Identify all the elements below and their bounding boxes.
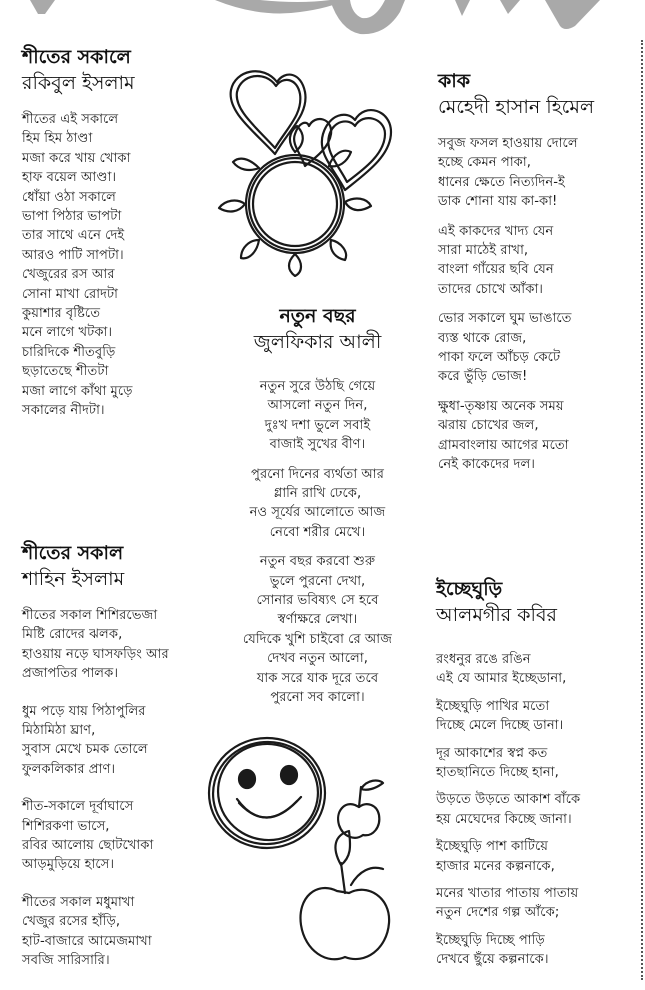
poem-line: ছড়াতেছে শীতটা (22, 364, 109, 380)
poem-line: শিশিরকণা ভাসে, (22, 818, 110, 834)
poem-line: চারিদিকে শীতবুড়ি (22, 344, 116, 360)
poem-line: করে ভুঁড়ি ভোজ! (438, 369, 528, 385)
poem-line: কুয়াশার বৃষ্টিতে (22, 306, 101, 322)
stanza (438, 397, 638, 475)
poem-line: মজা করে খায় খোকা (22, 150, 131, 166)
poem-line: রবির আলোয় ছোটখোকা (22, 838, 154, 854)
poem-shiter-sakal (22, 540, 222, 971)
poem-body (436, 650, 636, 970)
poem-line: মিষ্টি রোদের ঝলক, (22, 627, 123, 643)
poem-line: ভাপা পিঠার ভাপটা (22, 209, 122, 225)
poem-line: যেদিকে খুশি চাইবো রে আজ (242, 631, 393, 647)
poem-notun-bochor (215, 303, 420, 708)
poem-shiter-sakale (22, 44, 212, 421)
poem-line: ব্যস্ত থাকে রোজ, (438, 330, 527, 346)
poem-line: ডাক শোনা যায় কা-কা! (438, 194, 558, 210)
poem-line: নতুন সুরে উঠছি গেয়ে (259, 379, 376, 394)
poem-line: নও সূর্যের আলোতে আজ (249, 505, 386, 521)
poem-line: বাজাই সুখের বীণ। (269, 437, 366, 453)
poem-line: যাক সরে যাক দূরে তবে (256, 670, 379, 686)
poem-body (22, 110, 212, 421)
header-banner-art (0, 0, 645, 40)
stanza (215, 377, 420, 455)
poem-line: খেজুরের রস আর (22, 267, 115, 283)
poem-line: হচ্ছে কেমন পাকা, (438, 155, 531, 171)
poem-line: নতুন বছর করবো শুরু (259, 554, 376, 570)
poem-line: উড়তে উড়তে আকাশ বাঁকে (436, 792, 581, 808)
stanza (438, 222, 638, 300)
poem-line: বাংলা গাঁয়ের ছবি যেন (438, 262, 554, 278)
poem-line: সকালের নীদটা। (22, 403, 105, 419)
stanza (436, 837, 636, 876)
poem-line: সবজি সারিসারি। (22, 953, 110, 969)
poem-line: এই যে আমার ইচ্ছেডানা, (436, 671, 567, 687)
poem-title: ইচ্ছেঘুড়ি (436, 578, 503, 600)
poem-body (438, 134, 638, 475)
stanza (22, 893, 222, 971)
poem-line: সোনা মাখা রোদটা (22, 286, 118, 302)
poem-title: শীতের সকাল (22, 542, 124, 564)
stanza (22, 797, 222, 875)
poem-line: শীত-সকালে দূর্বাঘাসে (22, 799, 134, 815)
poem-author: আলমগীর কবির (436, 604, 558, 626)
poem-line: শীতের এই সকালে (22, 112, 119, 127)
poem-line: আড়মুড়িয়ে হাসে। (22, 857, 115, 873)
poem-line: ইচ্ছেঘুড়ি দিচ্ছে পাড়ি (436, 932, 545, 948)
stanza (436, 650, 636, 689)
poem-line: রংধনুর রঙে রঙিন (436, 652, 531, 667)
stanza (436, 790, 636, 829)
poem-line: ধোঁয়া ওঠা সকালে (22, 189, 117, 205)
poem-body (22, 606, 222, 971)
poem-line: দিচ্ছে মেলে দিচ্ছে ডানা। (436, 718, 564, 734)
poem-line: নতুন দেশের গল্প আঁকে; (436, 905, 560, 921)
poem-line: পাকা ফলে আঁচড় কেটে (438, 350, 561, 366)
stanza (22, 702, 222, 780)
poem-line: হাতছানিতে দিচ্ছে হানা, (436, 765, 559, 781)
poem-line: পুরনো দিনের ব্যর্থতা আর (251, 466, 384, 482)
dotted-column-border (641, 40, 643, 980)
poem-line: হিম হিম ঠাণ্ডা (22, 131, 93, 147)
poem-line: দুঃখ দশা ভুলে সবাই (264, 417, 371, 433)
poem-line: সারা মাঠেই রাখা, (438, 243, 529, 259)
poem-author: মেহেদী হাসান হিমেল (438, 96, 595, 118)
sun-with-hearts-illustration (205, 62, 405, 277)
poem-line: তার সাথে এনে দেই (22, 228, 125, 244)
poem-line: মনের খাতার পাতায় পাতায় (436, 886, 579, 902)
poem-line: মজা লাগে কাঁথা মুড়ে (22, 383, 133, 399)
poem-icchheghuri (436, 576, 636, 970)
poem-line: হাফ বয়েল আণ্ডা। (22, 170, 117, 186)
poem-line: মিঠামিঠা ঘ্রাণ, (22, 723, 96, 739)
stanza (436, 931, 636, 970)
stanza (215, 465, 420, 543)
poem-line: ঝরায় চোখের জল, (438, 418, 539, 434)
poem-line: ধানের ক্ষেতে নিত্যদিন-ই (438, 174, 565, 190)
poem-line: স্বর্ণাক্ষরে লেখা। (277, 612, 358, 628)
poem-line: দূর আকাশের স্বপ্ন কত (436, 745, 548, 761)
poem-title: নতুন বছর (279, 305, 356, 327)
poem-line: হয় মেঘেদের কিচ্ছে জানা। (436, 811, 572, 827)
poem-line: হাজার মনের কল্পনাকে, (436, 858, 555, 874)
poem-line: এই কাকদের খাদ্য যেন (438, 223, 554, 239)
poem-line: ইচ্ছেঘুড়ি পাখির মতো (436, 698, 550, 714)
poem-line: প্রজাপতির পালক। (22, 666, 119, 682)
poem-line: ফুলকলিকার প্রাণ। (22, 761, 116, 777)
poem-author: রকিবুল ইসলাম (22, 72, 135, 94)
poem-line: মনে লাগে খটকা। (22, 325, 113, 341)
poem-line: হাট-বাজারে আমেজমাখা (22, 933, 152, 949)
poem-author: জুলফিকার আলী (253, 331, 382, 353)
stanza (436, 744, 636, 783)
poem-line: দেখব নতুন আলো, (267, 651, 368, 667)
stanza (436, 884, 636, 923)
poem-line: গ্লানি রাখি ঢেকে, (273, 486, 362, 502)
poem-line: শীতের সকাল মধুমাখা (22, 894, 135, 910)
poem-line: ক্ষুধা-তৃষ্ণায় অনেক সময় (438, 398, 564, 414)
poem-line: আরও পাটি সাপটা। (22, 247, 124, 263)
poem-line: খেজুর রসের হাঁড়ি, (22, 914, 121, 930)
stanza (438, 309, 638, 387)
poem-line: সবুজ ফসল হাওয়ায় দোলে (438, 136, 578, 151)
poem-line: ইচ্ছেঘুড়ি পাশ কাটিয়ে (436, 839, 549, 855)
poem-line: ভুলে পুরনো দেখা, (269, 573, 366, 589)
poem-title: কাক (438, 70, 471, 92)
poem-line: হাওয়ায় নড়ে ঘাসফড়িং আর (22, 646, 169, 662)
poem-line: সোনার ভবিষ্যৎ সে হবে (256, 593, 379, 609)
poem-line: আসলো নতুন দিন, (267, 398, 368, 414)
stanza (22, 110, 212, 421)
stanza (436, 697, 636, 736)
poem-line: দেখবে ছুঁয়ে কল্পনাকে। (436, 952, 549, 968)
poem-line: শীতের সকাল শিশিরভেজা (22, 608, 158, 623)
poem-kak (438, 68, 638, 475)
poem-line: পুরনো সব কালো। (270, 690, 365, 706)
poem-line: নেই কাকেদের দল। (438, 457, 535, 473)
poem-title: শীতের সকালে (22, 46, 131, 68)
poem-author: শাহিন ইসলাম (22, 568, 125, 590)
stanza (215, 552, 420, 707)
smiley-and-apples-illustration (205, 725, 405, 970)
poem-line: ভোর সকালে ঘুম ভাঙাতে (438, 311, 572, 327)
poem-line: সুবাস মেখে চমক তোলে (22, 742, 148, 758)
poem-body (215, 377, 420, 708)
poem-line: তাদের চোখে আঁকা। (438, 281, 543, 297)
poem-line: নেবো শরীর মেখে। (269, 524, 366, 540)
poem-line: গ্রামবাংলায় আগের মতো (438, 437, 569, 453)
poem-line: ধুম পড়ে যায় পিঠাপুলির (22, 703, 146, 719)
stanza (438, 134, 638, 212)
stanza (22, 606, 222, 684)
